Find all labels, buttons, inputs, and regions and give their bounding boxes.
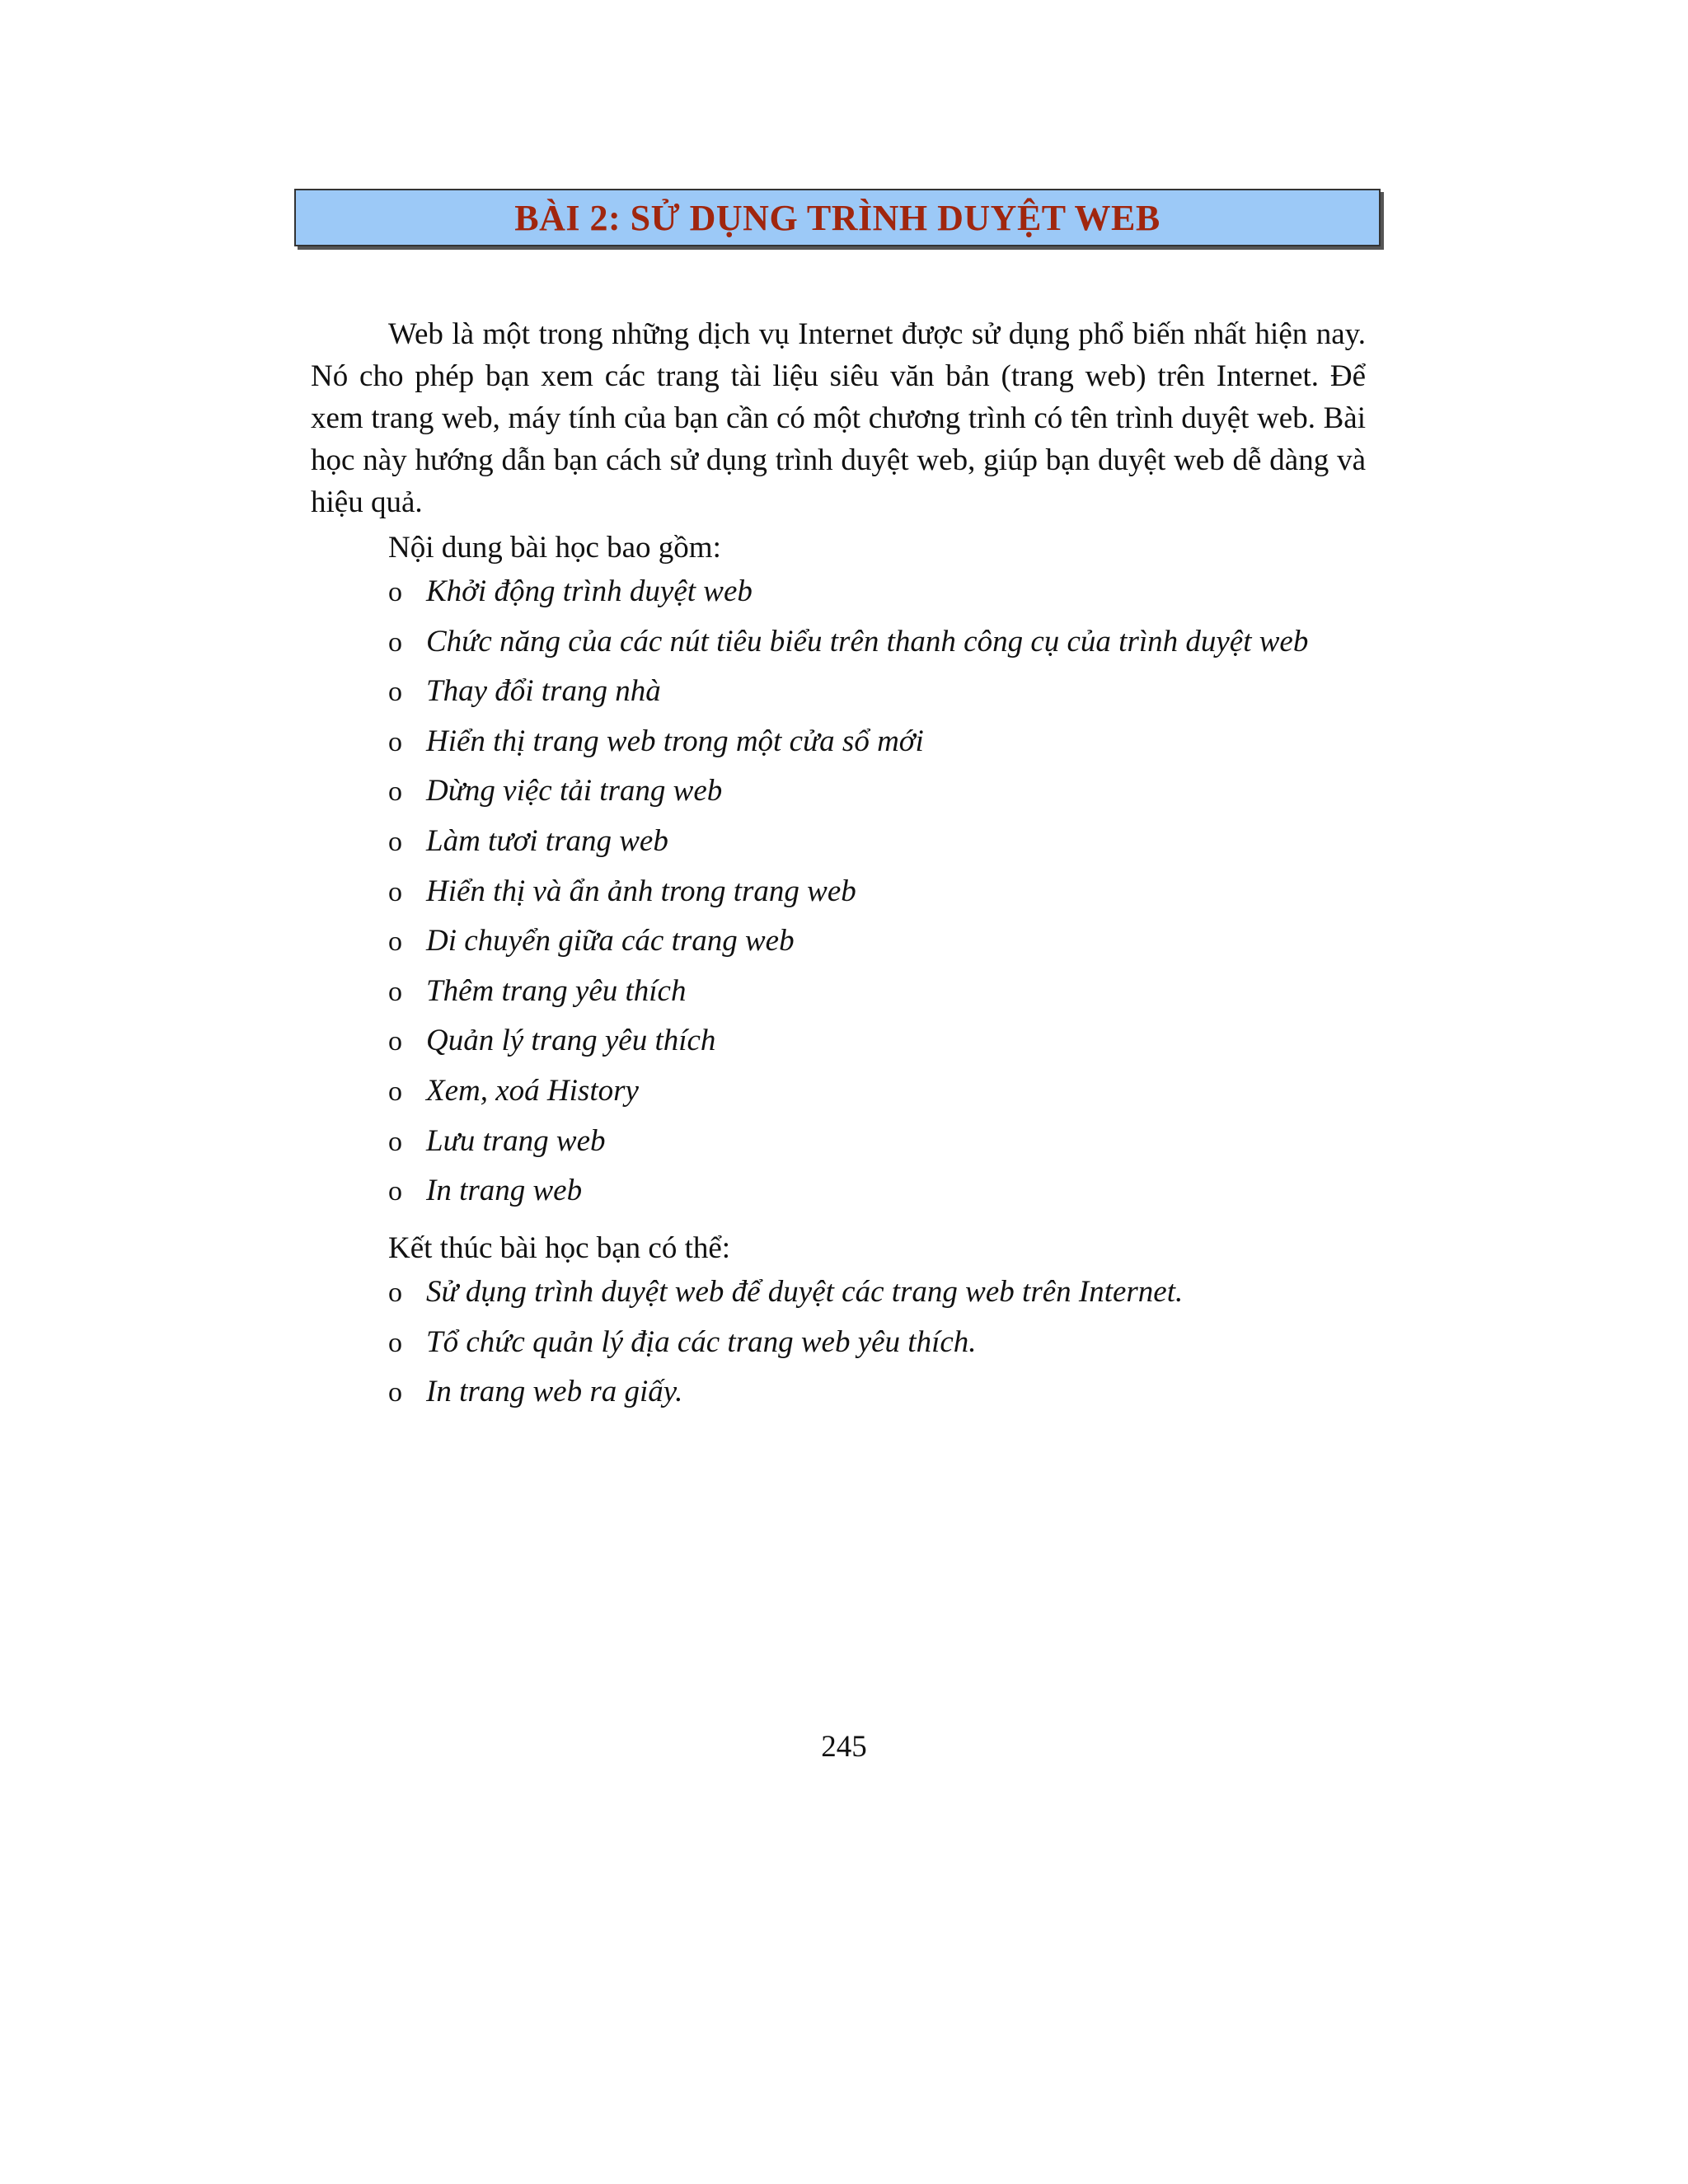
lesson-title: BÀI 2: SỬ DỤNG TRÌNH DUYỆT WEB [514,197,1160,238]
bullet-icon: o [388,1176,402,1207]
bullet-icon: o [388,626,402,658]
bullet-icon: o [388,1076,402,1107]
list-item-text: Quản lý trang yêu thích [426,1024,716,1058]
bullet-icon: o [388,826,402,857]
bullet-icon: o [388,677,402,708]
contents-list [388,574,1308,1223]
list-item-text: Tổ chức quản lý địa các trang web yêu thích. [426,1324,977,1359]
list-item [388,1023,1308,1073]
list-item-text: In trang web [426,1174,583,1208]
bullet-icon: o [388,1327,402,1358]
list-item-text: Dừng việc tải trang web [426,774,723,808]
intro-paragraph: Web là một trong những dịch vụ Internet được sử dụng phổ biến nhất hiện nay. Nó cho phép bạn xem các trang tài liệu siêu văn bản (trang web) trên Internet. Để xem trang web, máy tính của bạn cần có một chương trình có tên trình duyệt web. Bài học này hướng dẫn bạn cách sử dụng trình duyệt web, giúp bạn duyệt web dễ dàng và hiệu quả. [311,317,1366,519]
bullet-icon: o [388,577,402,607]
list-item [388,923,1308,973]
outcomes-list [388,1274,1183,1424]
bullet-icon: o [388,1377,402,1408]
list-item-text: Xem, xoá History [426,1073,639,1108]
page-number: 245 [821,1730,867,1764]
list-item-text: Chức năng của các nút tiêu biểu trên thanh công cụ của trình duyệt web [426,624,1309,658]
bullet-icon: o [388,1277,402,1308]
list-item [388,724,1308,774]
bullet-icon: o [388,726,402,757]
list-item [388,624,1308,674]
list-item-text: Hiển thị trang web trong một cửa sổ mới [426,724,924,758]
list-item-text: Thêm trang yêu thích [426,973,687,1008]
bullet-icon: o [388,1126,402,1157]
bullet-icon: o [388,876,402,907]
list-item [388,673,1308,724]
list-item-text: Sử dụng trình duyệt web để duyệt các trang web trên Internet. [426,1275,1184,1309]
list-item-text: Hiển thị và ẩn ảnh trong trang web [426,874,856,908]
list-item-text: Khởi động trình duyệt web [426,574,753,608]
list-item-text: Lưu trang web [426,1123,606,1158]
bullet-icon: o [388,976,402,1007]
bullet-icon: o [388,1026,402,1057]
list-item-text: Di chuyển giữa các trang web [426,924,795,958]
list-item [388,1324,1183,1375]
list-item [388,1123,1308,1174]
list-item [388,1173,1308,1223]
list-item [388,1073,1308,1123]
outcomes-heading: Kết thúc bài học bạn có thể: [388,1231,731,1265]
list-item [388,773,1308,823]
list-item [388,973,1308,1024]
list-item-text: Thay đổi trang nhà [426,674,661,709]
lesson-title-box [294,189,1381,246]
bullet-icon: o [388,776,402,808]
list-item [388,574,1308,624]
contents-heading: Nội dung bài học bao gồm: [388,531,721,565]
list-item [388,874,1308,924]
list-item-text: Làm tươi trang web [426,823,668,858]
bullet-icon: o [388,926,402,958]
list-item [388,1374,1183,1424]
list-item [388,823,1308,874]
list-item-text: In trang web ra giấy. [426,1375,683,1409]
list-item [388,1274,1183,1324]
